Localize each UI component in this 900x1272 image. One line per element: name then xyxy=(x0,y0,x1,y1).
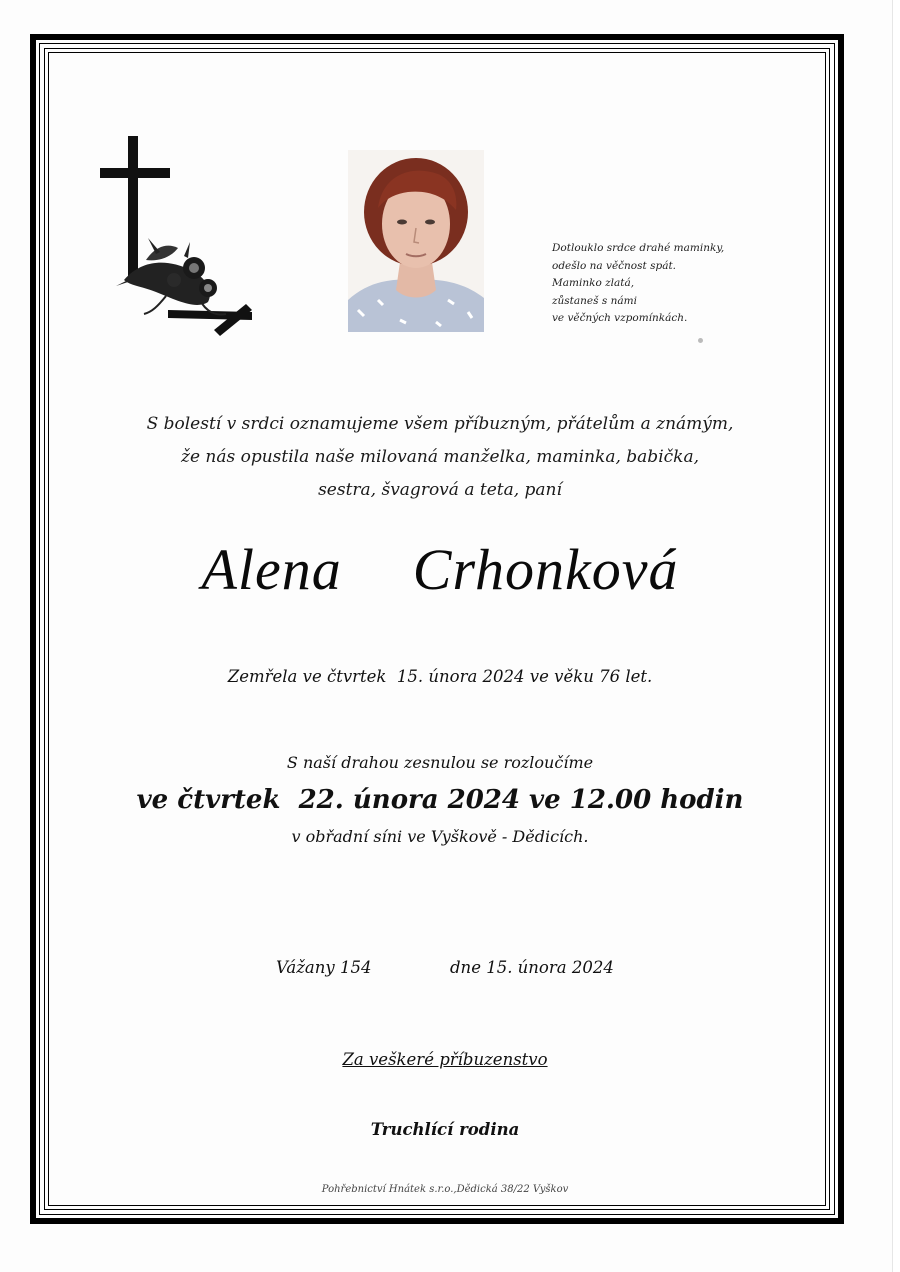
announcement-date: dne 15. února 2024 xyxy=(450,958,614,977)
sender-address: Vážany 154 xyxy=(276,958,372,977)
funeral-place: v obřadní síni ve Vyškově - Dědicích. xyxy=(291,827,589,846)
deceased-name: Alena Crhonková xyxy=(201,537,679,602)
intro-line: že nás opustila naše milovaná manželka, maminka, babička, xyxy=(180,447,699,467)
intro-line: sestra, švagrová a teta, paní xyxy=(318,480,562,500)
funeral-date-time: ve čtvrtek 22. února 2024 ve 12.00 hodin xyxy=(136,785,744,815)
poem-line: Maminko zlatá, xyxy=(552,277,635,289)
poem-line: ve věčných vzpomínkách. xyxy=(552,312,688,324)
death-date-line: Zemřela ve čtvrtek 15. února 2024 ve věku 76 let. xyxy=(227,667,653,686)
memorial-poem xyxy=(552,240,772,328)
farewell-intro: S naší drahou zesnulou se rozloučíme xyxy=(286,753,594,772)
intro-line: S bolestí v srdci oznamujeme všem příbuzným, přátelům a známým, xyxy=(146,414,734,434)
undertaker-footer: Pohřebnictví Hnátek s.r.o.,Dědická 38/22 Vyškov xyxy=(321,1184,569,1195)
mourners-signature: Truchlící rodina xyxy=(370,1120,520,1139)
poem-line: zůstaneš s námi xyxy=(552,294,637,307)
cross-icon xyxy=(96,130,266,350)
on-behalf-of-family: Za veškeré příbuzenstvo xyxy=(342,1050,548,1069)
announcement-intro xyxy=(60,408,820,507)
portrait-photo xyxy=(348,150,484,332)
poem-line: Dotlouklo srdce drahé maminky, xyxy=(552,242,725,254)
poem-line: odešlo na věčnost spát. xyxy=(552,259,677,272)
paper-speck xyxy=(698,338,703,343)
